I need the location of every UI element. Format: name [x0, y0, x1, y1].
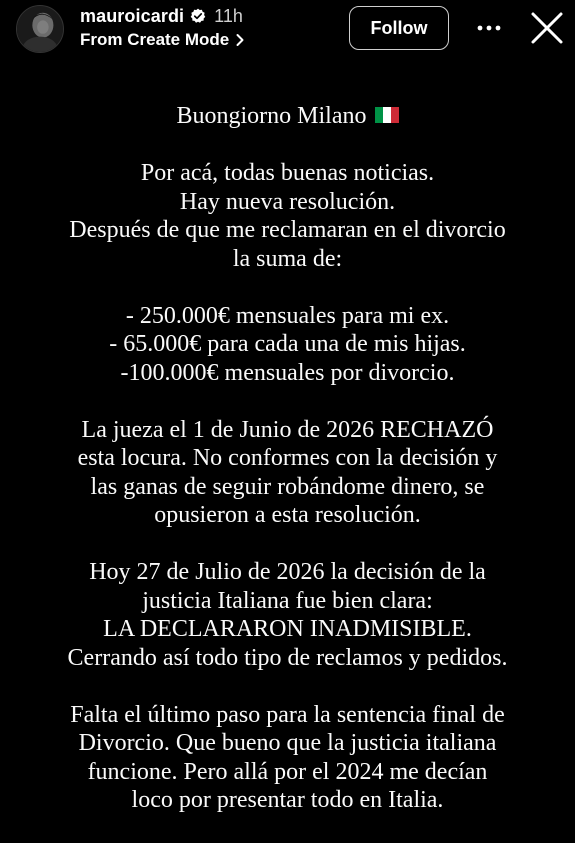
story-line: justicia Italiana fue bien clara: — [142, 587, 433, 614]
story-line: - 250.000€ mensuales para mi ex. — [125, 302, 450, 329]
close-icon[interactable] — [528, 9, 566, 47]
follow-button[interactable]: Follow — [349, 6, 449, 50]
story-paragraph-5 — [20, 558, 555, 672]
story-paragraph-1 — [20, 102, 555, 131]
story-line: esta locura. No conformes con la decisión y — [77, 445, 498, 471]
story-line: la suma de: — [232, 245, 343, 272]
story-line: loco por presentar todo en Italia. — [131, 787, 444, 813]
story-line: - 65.000€ para cada una de mis hijas. — [109, 331, 466, 357]
italy-flag-icon — [375, 107, 399, 123]
avatar-image — [17, 6, 63, 52]
create-mode-link[interactable] — [80, 30, 245, 50]
story-line: Después de que me reclamaran en el divorcio — [69, 217, 506, 243]
chevron-right-icon — [235, 33, 245, 47]
user-line — [80, 5, 245, 27]
story-line: Hoy 27 de Julio de 2026 la decisión de la — [89, 559, 486, 585]
story-line: opusieron a esta resolución. — [154, 502, 421, 528]
story-line: funcione. Pero allá por el 2024 me decían — [87, 758, 488, 785]
post-time: 11h — [214, 5, 243, 26]
story-paragraph-3 — [20, 302, 555, 388]
story-line: las ganas de seguir robándome dinero, se — [90, 473, 485, 500]
story-line: Hay nueva resolución. — [179, 188, 396, 215]
user-block — [80, 5, 245, 50]
story-paragraph-4 — [20, 416, 555, 530]
story-line: La jueza el 1 de Junio de 2026 RECHAZÓ — [81, 416, 494, 443]
verified-badge-icon — [190, 8, 206, 24]
story-line: Cerrando así todo tipo de reclamos y pedidos. — [67, 644, 508, 671]
story-text — [20, 102, 555, 843]
story-line: Divorcio. Que bueno que la justicia italiana — [78, 730, 497, 756]
story-line: Por acá, todas buenas noticias. — [140, 160, 435, 186]
greeting-text: Buongiorno Milano — [176, 103, 367, 129]
story-line: -100.000€ mensuales por divorcio. — [120, 359, 455, 386]
story-line: Falta el último paso para la sentencia final de — [70, 701, 505, 728]
more-options-icon[interactable] — [472, 12, 506, 44]
username[interactable]: mauroicardi — [80, 5, 185, 26]
story-paragraph-2 — [20, 159, 555, 273]
story-header — [0, 0, 575, 56]
story-line: LA DECLARARON INADMISIBLE. — [103, 616, 472, 642]
avatar[interactable] — [16, 5, 64, 53]
story-line — [20, 102, 555, 131]
story-paragraph-6 — [20, 701, 555, 815]
create-mode-label: From Create Mode — [80, 30, 230, 49]
